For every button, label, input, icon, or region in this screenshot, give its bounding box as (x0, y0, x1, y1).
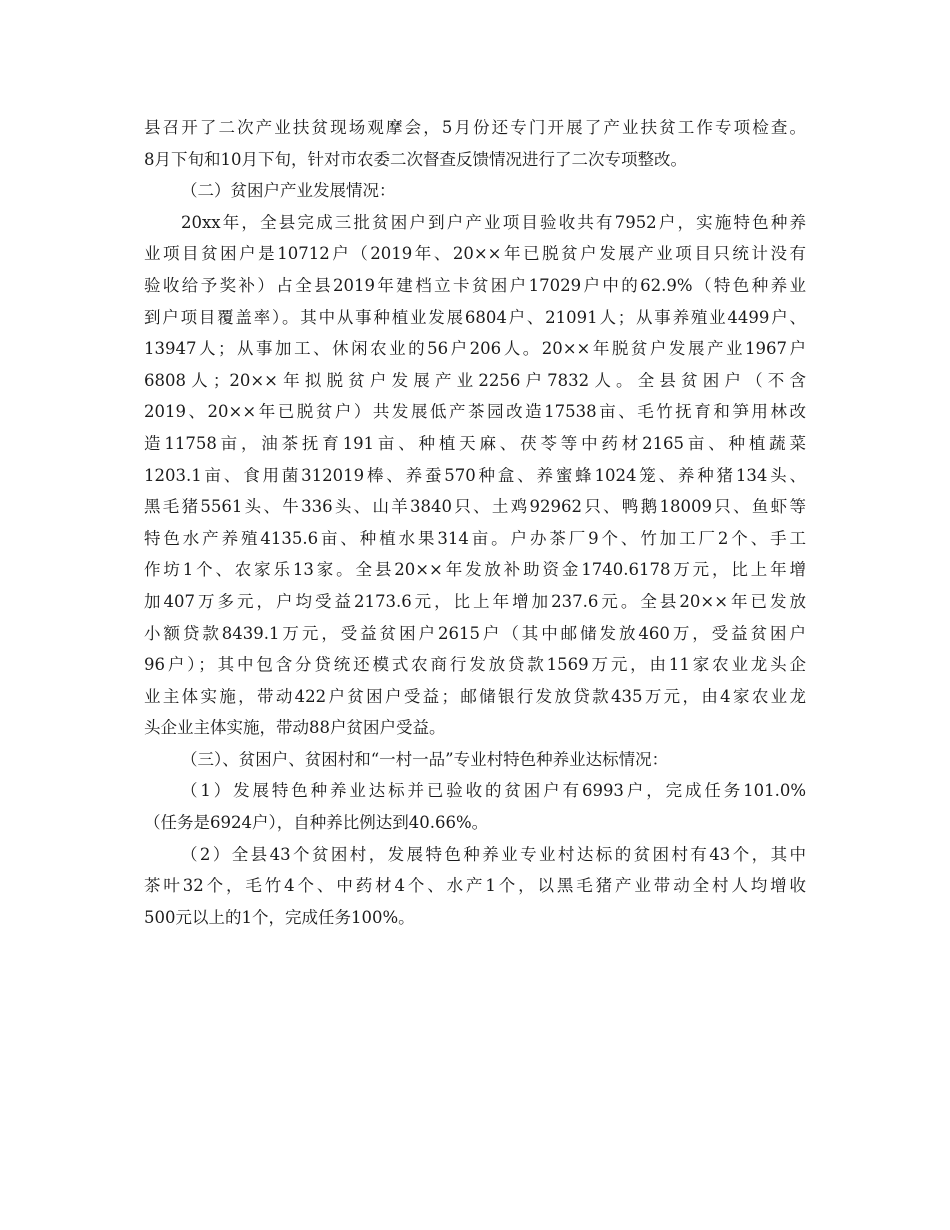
text-line: 黑毛猪5561头、牛336头、山羊3840只、土鸡92962只、鸭鹅18009只、鱼虾等 (144, 497, 806, 517)
text-line: 头企业主体实施，带动88户贫困户受益。 (144, 718, 446, 738)
text-line: 8月下旬和10月下旬，针对市农委二次督查反馈情况进行了二次专项整改。 (144, 149, 687, 169)
text-line: 特色水产养殖4135.6亩、种植水果314亩。户办茶厂9个、竹加工厂2个、手工 (144, 528, 806, 548)
text-line: 96户）；其中包含分贷统还模式农商行发放贷款1569万元，由11家农业龙头企 (144, 655, 806, 675)
text-line: 县召开了二次产业扶贫现场观摩会，5月份还专门开展了产业扶贫工作专项检查。 (144, 118, 806, 137)
text-line: 业主体实施，带动422户贫困户受益；邮储银行发放贷款435万元，由4家农业龙 (144, 686, 806, 706)
text-line: 作坊1个、农家乐13家。全县20××年发放补助资金1740.6178万元，比上年增 (144, 560, 806, 580)
text-line: 业项目贫困户是10712户（2019年、20××年已脱贫户发展产业项目只统计没有 (144, 244, 806, 264)
document-body (144, 112, 806, 933)
text-line: 到户项目覆盖率）。其中从事种植业发展6804户、21091人；从事养殖业4499户、 (144, 307, 806, 327)
text-line: （任务是6924户），自种养比例达到40.66%。 (144, 813, 489, 833)
section-heading: （三）、贫困户、贫困村和“一村一品”专业村特色种养业达标情况： (181, 749, 669, 769)
text-line: 1203.1亩、食用菌312019棒、养蚕570种盒、养蜜蜂1024笼、养种猪134头、 (144, 465, 806, 485)
text-line: 造11758亩，油茶抚育191亩、种植天麻、茯苓等中药材2165亩、种植蔬菜 (144, 433, 806, 453)
section-heading: （二）贫困户产业发展情况： (181, 181, 396, 201)
text-line: （2）全县43个贫困村，发展特色种养业专业村达标的贫困村有43个，其中 (181, 844, 806, 864)
text-line: 20xx年，全县完成三批贫困户到户产业项目验收共有7952户，实施特色种养 (181, 212, 806, 232)
text-line: 500元以上的1个，完成任务100%。 (144, 907, 415, 927)
text-line: 小额贷款8439.1万元，受益贫困户2615户（其中邮储发放460万，受益贫困户 (144, 623, 806, 643)
text-line: 2019、20××年已脱贫户）共发展低产茶园改造17538亩、毛竹抚育和笋用林改 (144, 402, 806, 422)
text-line: 13947人；从事加工、休闲农业的56户206人。20××年脱贫户发展产业1967户 (144, 339, 806, 359)
text-line: 6808人；20××年拟脱贫户发展产业2256户7832人。全县贫困户（不含 (144, 370, 806, 390)
text-line: 验收给予奖补）占全县2019年建档立卡贫困户17029户中的62.9%（特色种养业 (144, 275, 806, 295)
text-line: 茶叶32个，毛竹4个、中药材4个、水产1个，以黑毛猪产业带动全村人均增收 (144, 876, 806, 896)
text-line: （1）发展特色种养业达标并已验收的贫困户有6993户，完成任务101.0% (181, 781, 806, 801)
text-line: 加407万多元，户均受益2173.6元，比上年增加237.6元。全县20××年已发放 (144, 591, 806, 611)
